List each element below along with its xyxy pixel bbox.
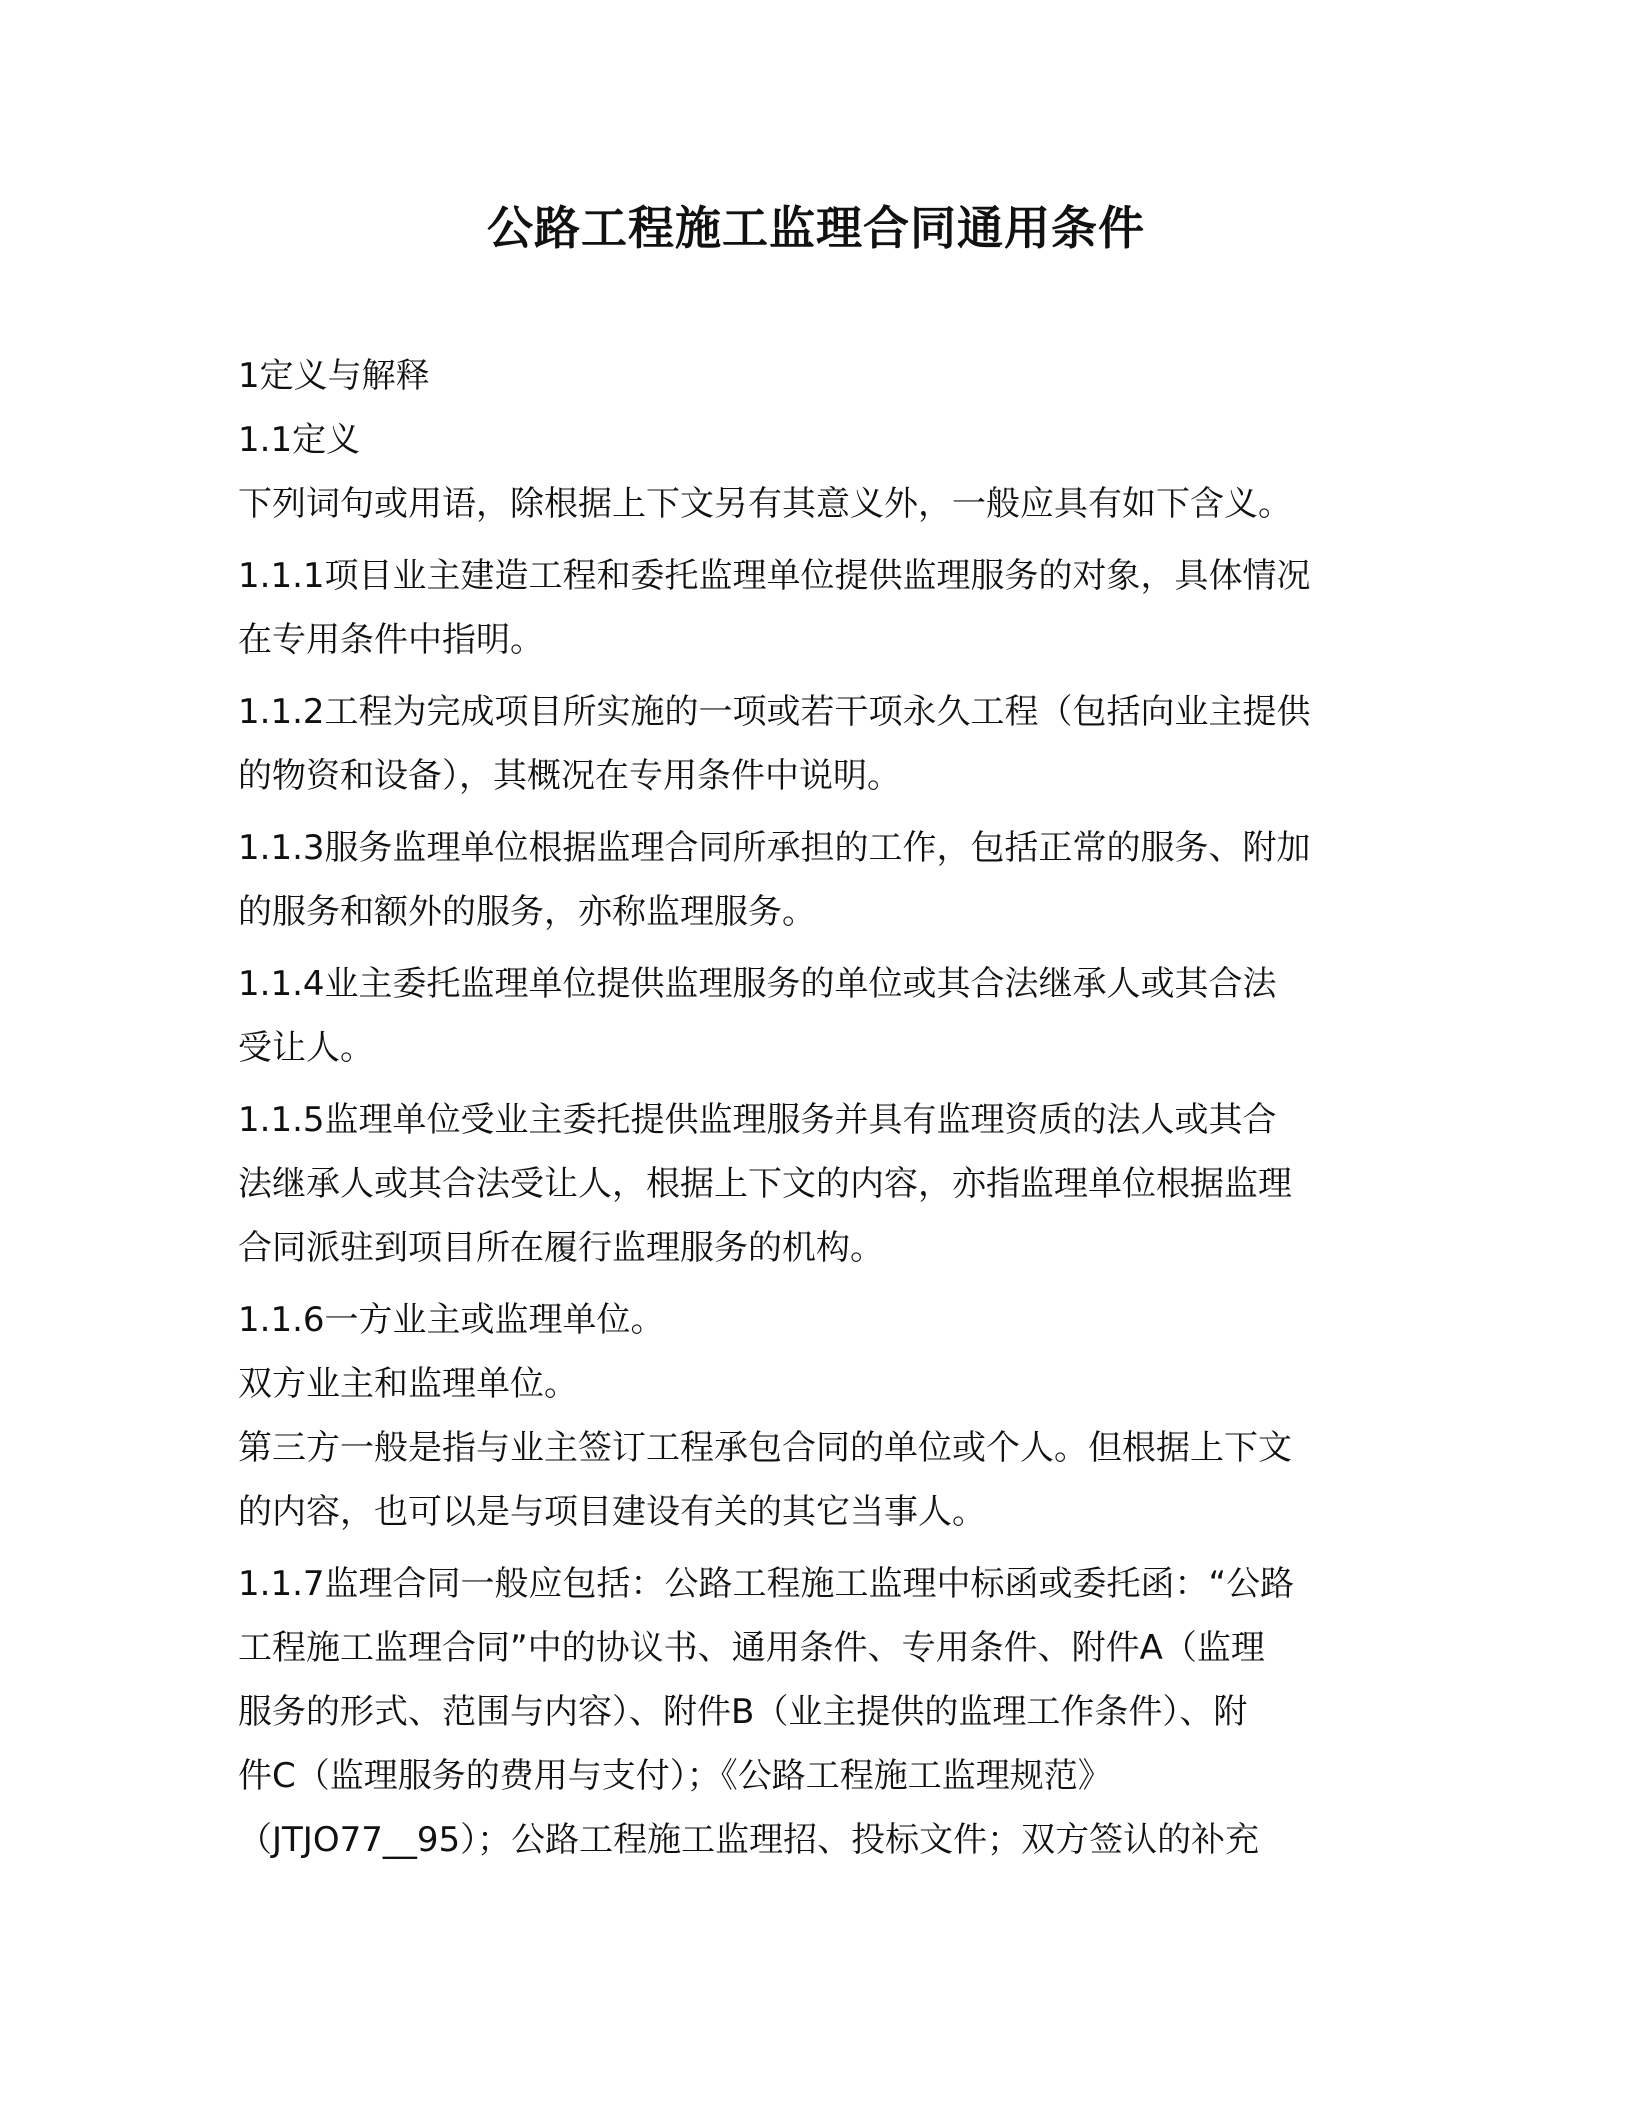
text-line: 1.1.6一方业主或监理单位。 — [238, 1300, 665, 1340]
text-line: 的物资和设备），其概况在专用条件中说明。 — [238, 756, 901, 796]
text-line: 服务的形式、范围与内容）、附件B（业主提供的监理工作条件）、附 — [238, 1692, 1248, 1732]
text-line: 1.1.7监理合同一般应包括：公路工程施工监理中标函或委托函：“公路 — [238, 1564, 1295, 1604]
text-line: 合同派驻到项目所在履行监理服务的机构。 — [238, 1228, 884, 1268]
text-line: 件C（监理服务的费用与支付）；《公路工程施工监理规范》 — [238, 1756, 1112, 1796]
document-title: 公路工程施工监理合同通用条件 — [487, 201, 1145, 255]
text-line: 第三方一般是指与业主签订工程承包合同的单位或个人。但根据上下文 — [238, 1428, 1292, 1468]
text-line: 工程施工监理合同”中的协议书、通用条件、专用条件、附件A（监理 — [238, 1628, 1265, 1668]
text-line: （JTJO77__95）；公路工程施工监理招、投标文件；双方签认的补充 — [238, 1820, 1260, 1860]
text-line: 的服务和额外的服务，亦称监理服务。 — [238, 892, 816, 932]
text-line: 法继承人或其合法受让人，根据上下文的内容，亦指监理单位根据监理 — [238, 1164, 1292, 1204]
text-line: 1.1.3服务监理单位根据监理合同所承担的工作，包括正常的服务、附加 — [238, 828, 1311, 868]
text-line: 双方业主和监理单位。 — [238, 1364, 578, 1404]
text-line: 下列词句或用语，除根据上下文另有其意义外，一般应具有如下含义。 — [238, 484, 1292, 524]
section-heading: 1定义与解释 — [238, 356, 430, 396]
text-line: 的内容，也可以是与项目建设有关的其它当事人。 — [238, 1492, 986, 1532]
text-line: 1.1.1项目业主建造工程和委托监理单位提供监理服务的对象，具体情况 — [238, 556, 1311, 596]
text-line: 1.1.2工程为完成项目所实施的一项或若干项永久工程（包括向业主提供 — [238, 692, 1311, 732]
text-line: 1.1.4业主委托监理单位提供监理服务的单位或其合法继承人或其合法 — [238, 964, 1277, 1004]
text-line: 受让人。 — [238, 1028, 374, 1068]
document-body — [238, 344, 1388, 1872]
subsection-heading: 1.1定义 — [238, 420, 361, 460]
text-line: 1.1.5监理单位受业主委托提供监理服务并具有监理资质的法人或其合 — [238, 1100, 1277, 1140]
text-line: 在专用条件中指明。 — [238, 620, 544, 660]
